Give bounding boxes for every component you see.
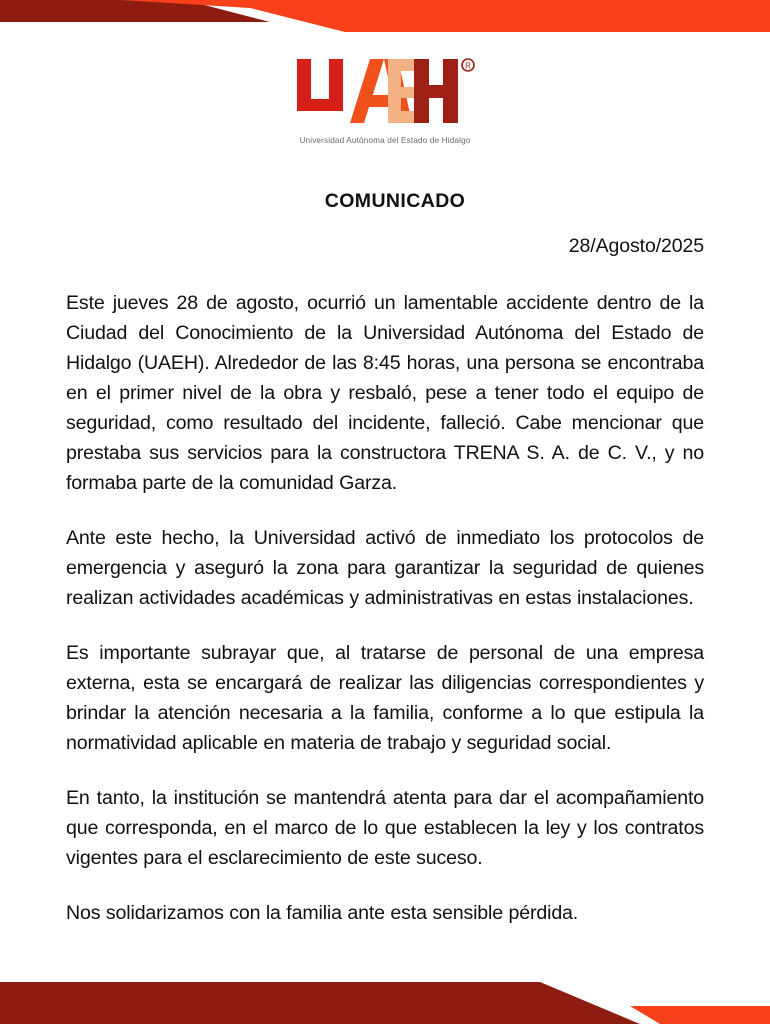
document-title: COMUNICADO (324, 190, 466, 212)
paragraph-1: Este jueves 28 de agosto, ocurrió un lamentable accidente dentro de la Ciudad del Conocimiento de la Universidad Autónoma del Estado de Hidalgo (UAEH). Alrededor de las 8:45 horas, una persona se encontraba en el primer nivel de la obra y resbaló, pese a tener todo el equipo de seguridad, como resultado del incidente, falleció. Cabe mencionar que prestaba sus servicios para la constructora TRENA S. A. de C. V., y no formaba parte de la comunidad Garza. (66, 292, 704, 494)
svg-text:R: R (465, 61, 471, 71)
document-body (66, 190, 704, 928)
registered-trademark-icon (462, 59, 474, 71)
paragraph-2: Ante este hecho, la Universidad activó de inmediato los protocolos de emergencia y aseguró la zona para garantizar la seguridad de quienes realizan actividades académicas y administrativas en estas instalaciones. (66, 527, 704, 609)
footer-decoration (0, 944, 770, 1024)
document-date: 28/Agosto/2025 (568, 235, 704, 257)
uaeh-logo (0, 55, 770, 145)
paragraph-4: En tanto, la institución se mantendrá atenta para dar el acompañamiento que corresponda, en el marco de lo que establecen la ley y los contratos vigentes para el esclarecimiento de este suceso. (66, 787, 704, 869)
logo-tagline: Universidad Autónoma del Estado de Hidalgo (299, 136, 471, 145)
header-orange-shape (120, 0, 770, 32)
footer-orange-shape (630, 1006, 770, 1024)
logo-letter-u (297, 59, 343, 111)
header-decoration (0, 0, 770, 40)
footer-dark-red-shape (0, 982, 640, 1024)
paragraph-3: Es importante subrayar que, al tratarse de personal de una empresa externa, esta se encargará de realizar las diligencias correspondientes y brindar la atención necesaria a la familia, conforme a lo que estipula la normatividad aplicable en materia de trabajo y seguridad social. (66, 642, 704, 754)
paragraph-5: Nos solidarizamos con la familia ante esta sensible pérdida. (66, 902, 579, 924)
uaeh-logo-mark (292, 55, 478, 135)
logo-letter-h (414, 59, 458, 123)
header-dark-red-shape (0, 0, 270, 22)
